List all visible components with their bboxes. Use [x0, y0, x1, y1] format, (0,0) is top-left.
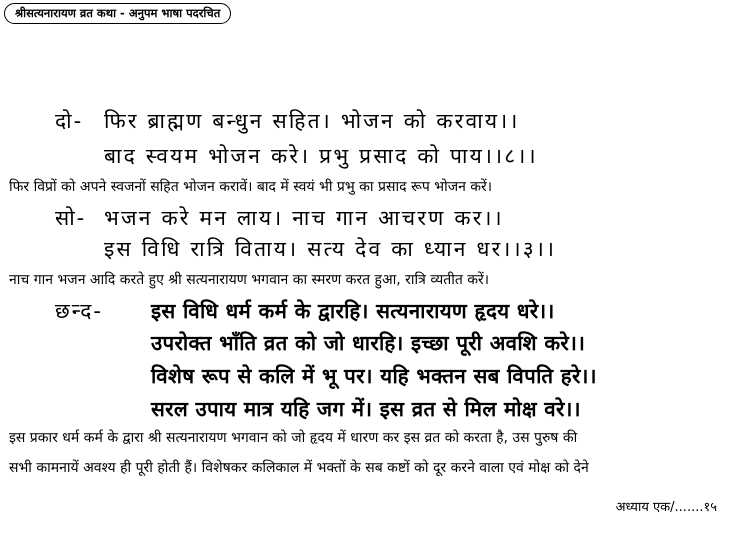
prose-paragraph-3-line-2: सभी कामनायें अवश्य ही पूरी होती हैं। विशेषकर कलिकाल में भक्तों के सब कष्टों को दूर करने वाला एवं मोक्ष को देने [9, 460, 589, 476]
chhand-label: छन्द- [55, 299, 103, 323]
header-title-badge: श्रीसत्यनारायण व्रत कथा - अनुपम भाषा पदरचित [4, 3, 231, 24]
soratha-line-2: इस विधि रात्रि विताय। सत्य देव का ध्यान धर।।३।। [104, 237, 557, 261]
doha-line-1: फिर ब्राह्मण बन्धुन सहित। भोजन को करवाय।। [104, 109, 520, 133]
chhand-line-4: सरल उपाय मात्र यहि जग में। इस व्रत से मिल मोक्ष वरे।। [151, 397, 581, 421]
prose-paragraph-2: नाच गान भजन आदि करते हुए श्री सत्यनारायण भगवान का स्मरण करत हुआ, रात्रि व्यतीत करें। [9, 272, 490, 288]
chhand-line-3: विशेष रूप से कलि में भू पर। यहि भक्तन सब विपति हरे।। [151, 364, 597, 388]
page-footer-reference: अध्याय एक/.......१५ [615, 500, 717, 515]
soratha-label: सो- [55, 206, 87, 230]
soratha-line-1: भजन करे मन लाय। नाच गान आचरण कर।। [104, 206, 504, 230]
doha-label: दो- [55, 109, 84, 133]
chhand-line-2: उपरोक्त भाँति व्रत को जो धारहि। इच्छा पूरी अवशि करे।। [151, 331, 586, 355]
prose-paragraph-1: फिर विप्रों को अपने स्वजनों सहित भोजन करावें। बाद में स्वयं भी प्रभु का प्रसाद रूप भोजन करें। [9, 179, 493, 195]
doha-line-2: बाद स्वयम भोजन करे। प्रभु प्रसाद को पाय।।८।। [104, 144, 538, 168]
chhand-line-1: इस विधि धर्म कर्म के द्वारहि। सत्यनारायण हृदय धरे।। [151, 299, 555, 323]
prose-paragraph-3-line-1: इस प्रकार धर्म कर्म के द्वारा श्री सत्यनारायण भगवान को जो हृदय में धारण कर इस व्रत को करता है, उस पुरुष की [9, 430, 578, 446]
